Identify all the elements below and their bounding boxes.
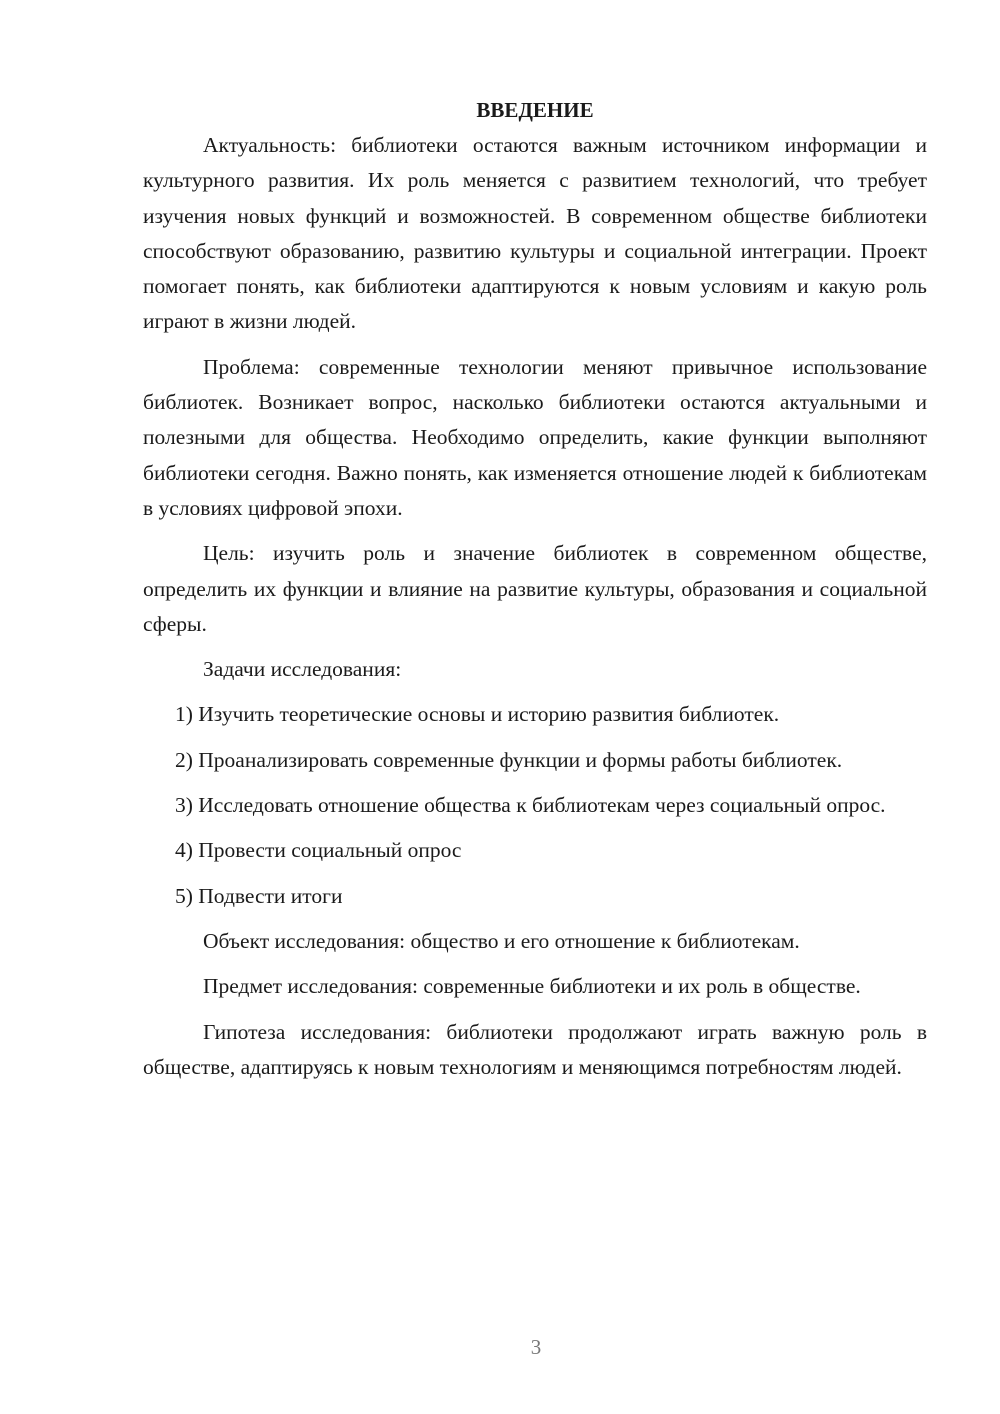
task-item-1: 1) Изучить теоретические основы и историю развития библиотек. [175, 702, 780, 727]
paragraph-hypothesis: Гипотеза исследования: библиотеки продолжают играть важную роль в обществе, адаптируясь к новым технологиям и меняющимся потребностям людей. [143, 1019, 927, 1079]
paragraph-subject: Предмет исследования: современные библиотеки и их роль в обществе. [203, 974, 861, 999]
task-item-4: 4) Провести социальный опрос [175, 838, 462, 863]
page-number: 3 [530, 1335, 542, 1359]
page-content [143, 94, 927, 1095]
paragraph-object: Объект исследования: общество и его отношение к библиотекам. [203, 928, 800, 953]
paragraph-problem: Проблема: современные технологии меняют привычное использование библиотек. Возникает вопрос, насколько библиотеки остаются актуальными и полезными для общества. Необходимо определить, какие функции выполняют библиотеки сегодня. Важно понять, как изменяется отношение людей к библиотекам в условиях цифровой эпохи. [143, 354, 927, 520]
paragraph-goal: Цель: изучить роль и значение библиотек в современном обществе, определить их функции и влияние на развитие культуры, образования и социальной сферы. [143, 541, 927, 636]
section-heading: ВВЕДЕНИЕ [476, 98, 594, 122]
task-item-5: 5) Подвести итоги [175, 883, 343, 908]
task-item-3: 3) Исследовать отношение общества к библиотекам через социальный опрос. [175, 793, 886, 818]
tasks-heading: Задачи исследования: [203, 657, 402, 682]
paragraph-relevance: Актуальность: библиотеки остаются важным источником информации и культурного развития. Их роль меняется с развитием технологий, что требует изучения новых функций и возможностей. В современном обществе библиотеки способствуют образованию, развитию культуры и социальной интеграции. Проект помогает понять, как библиотеки адаптируются к новым условиям и какую роль играют в жизни людей. [143, 133, 927, 334]
task-item-2: 2) Проанализировать современные функции и формы работы библиотек. [175, 747, 843, 772]
